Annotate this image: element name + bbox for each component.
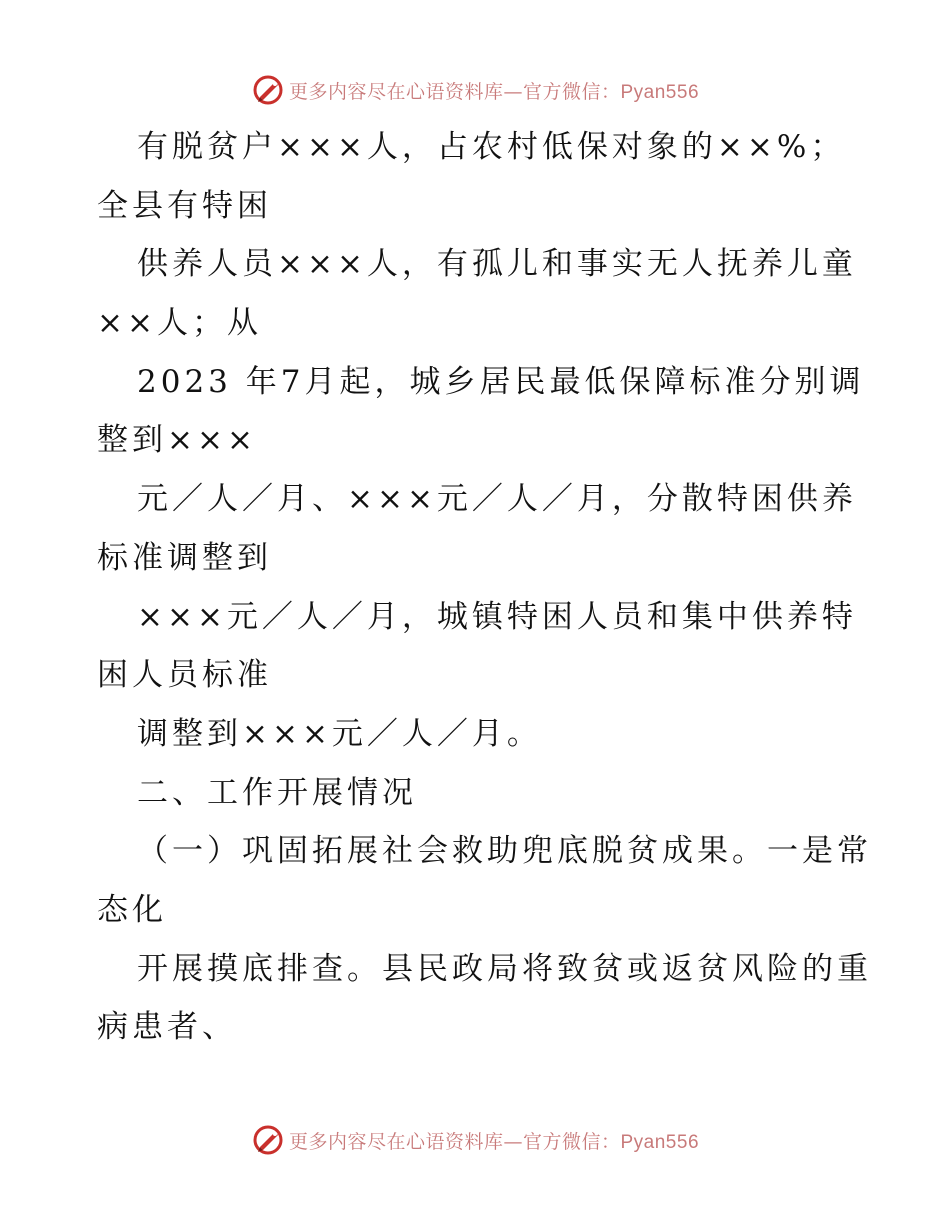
text-line: 开展摸底排查。县民政局将致贫或返贫风险的重 [137, 950, 872, 987]
text-line: 病患者、 [97, 1009, 237, 1046]
footer-watermark-banner [0, 1120, 950, 1160]
section-heading: 二、工作开展情况 [137, 774, 417, 811]
text-line: ×××元／人／月，城镇特困人员和集中供养特 [137, 598, 857, 635]
text-line: 供养人员×××人，有孤儿和事实无人抚养儿童 [137, 246, 857, 283]
text-line: 整到××× [97, 422, 257, 459]
text-line: 2023 年7月起，城乡居民最低保障标准分别调 [137, 363, 865, 400]
text-line: 有脱贫户×××人，占农村低保对象的××%； [137, 129, 846, 165]
text-line: 调整到×××元／人／月。 [137, 715, 542, 752]
pen-logo-icon [251, 1123, 285, 1157]
document-body [97, 118, 872, 1057]
text-line: 困人员标准 [97, 657, 272, 694]
text-line: 标准调整到 [97, 539, 272, 576]
text-line: 元／人／月、×××元／人／月，分散特困供养 [137, 481, 857, 518]
pen-logo-icon [251, 73, 285, 107]
banner-text: 更多内容尽在心语资料库—官方微信：Pyan556 [288, 80, 700, 103]
banner-text: 更多内容尽在心语资料库—官方微信：Pyan556 [288, 1130, 700, 1153]
text-line: ××人；从 [97, 305, 262, 342]
text-line: 态化 [97, 891, 167, 928]
text-line: 全县有特困 [97, 187, 272, 224]
header-watermark-banner [0, 70, 950, 110]
text-line: （一）巩固拓展社会救助兜底脱贫成果。一是常 [137, 833, 872, 870]
